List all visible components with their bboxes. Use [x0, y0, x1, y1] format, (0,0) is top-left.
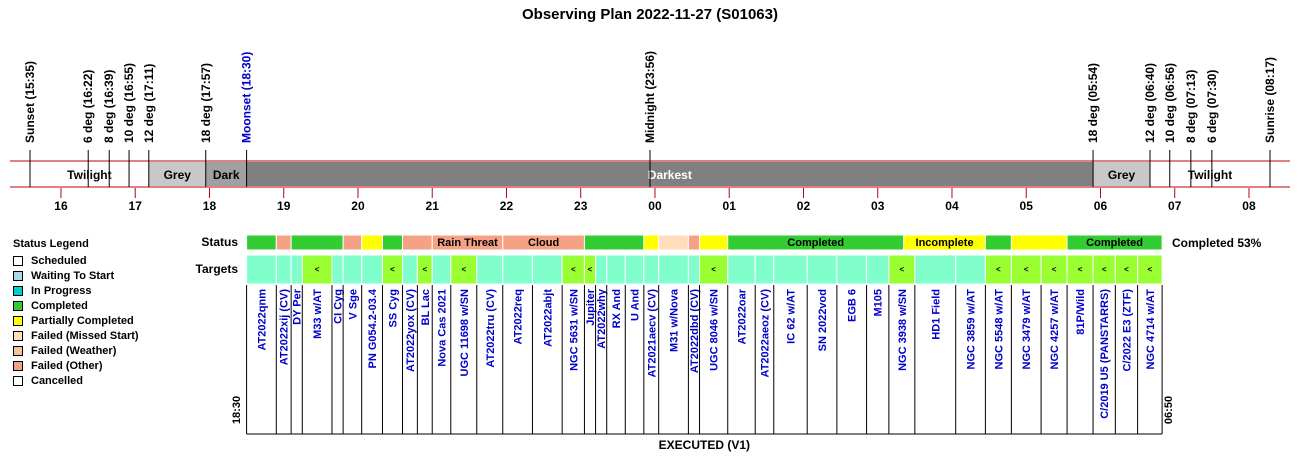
target-name: UGC 8046 w/SN [708, 289, 721, 371]
period-label: Grey [163, 168, 191, 182]
target-name: IC 62 w/AT [785, 289, 798, 344]
status-segment [291, 235, 343, 250]
target-block [837, 255, 867, 284]
period-label: Twilight [67, 168, 112, 182]
target-name: M31 w/Nova [668, 289, 681, 352]
target-name: AT2022dbd (CV) [688, 289, 701, 374]
target-block [688, 255, 699, 284]
legend-swatch [13, 376, 23, 386]
target-block [867, 255, 889, 284]
status-segment [1011, 235, 1067, 250]
target-name: PN G054.2-03.4 [367, 289, 380, 369]
target-name: NGC 3859 w/AT [965, 289, 978, 370]
event-label: Sunrise (08:17) [1263, 56, 1277, 143]
target-name: NGC 3938 w/SN [896, 289, 909, 371]
status-segment [382, 235, 402, 250]
event-label: 18 deg (05:54) [1086, 62, 1101, 143]
legend-label: Completed [31, 299, 88, 312]
legend-item [13, 313, 139, 328]
target-name: HD1 Field [930, 289, 943, 340]
status-segment [985, 235, 1011, 250]
legend-label: Partially Completed [31, 314, 134, 327]
target-done-marker: < [899, 265, 905, 274]
event-label: 12 deg (17:11) [141, 63, 156, 143]
end-time: 06:50 [1163, 395, 1176, 425]
target-name: Jupiter [585, 289, 598, 326]
target-done-marker: < [422, 265, 428, 274]
target-name: NGC 4714 w/AT [1144, 289, 1157, 370]
legend-label: In Progress [31, 284, 92, 297]
legend-swatch [13, 316, 23, 326]
target-name: AT2022tru (CV) [484, 289, 497, 368]
target-name: NGC 5548 w/AT [993, 289, 1006, 370]
target-block [774, 255, 807, 284]
targets-row-label: Targets [195, 262, 238, 276]
target-name: EGB 6 [846, 289, 859, 323]
target-name: NGC 5631 w/SN [568, 289, 581, 371]
status-segment-label: Completed [787, 237, 845, 249]
target-name: 81P/Wild [1075, 289, 1088, 335]
target-done-marker: < [570, 265, 576, 274]
event-label: Midnight (23:56) [643, 51, 657, 143]
target-name: AT2022oar [736, 289, 749, 345]
legend-item [13, 298, 139, 313]
hour-tick-label: 18 [202, 199, 217, 213]
period-label: Dark [212, 168, 240, 182]
target-name: NGC 4257 w/AT [1049, 289, 1062, 370]
target-block [807, 255, 837, 284]
target-name: M33 w/AT [312, 289, 325, 339]
legend-label: Failed (Missed Start) [31, 329, 139, 342]
target-name: C/2019 U5 (PANSTARRS) [1099, 289, 1112, 419]
target-done-marker: < [996, 265, 1001, 274]
event-label: 8 deg (16:39) [102, 69, 117, 143]
start-time: 18:30 [231, 395, 243, 425]
legend-swatch [13, 346, 23, 356]
legend-item [13, 268, 139, 283]
status-segment [403, 235, 433, 250]
target-block [247, 255, 277, 284]
legend-label: Cancelled [31, 374, 83, 387]
status-segment-label: Cloud [528, 237, 560, 249]
target-name: AT2022why [596, 289, 609, 349]
hour-tick-label: 22 [499, 199, 514, 213]
hour-tick-label: 16 [54, 199, 68, 213]
target-block [728, 255, 755, 284]
hour-tick-label: 05 [1019, 199, 1033, 213]
legend-item [13, 283, 139, 298]
status-segment [343, 235, 362, 250]
target-block [532, 255, 562, 284]
legend-item [13, 373, 139, 388]
hour-tick-label: 21 [425, 199, 439, 213]
status-segment [276, 235, 291, 250]
status-segment [247, 235, 277, 250]
target-name: M105 [872, 289, 885, 317]
status-legend [13, 238, 139, 388]
target-done-marker: < [1077, 265, 1083, 274]
target-name: AT2022xij (CV) [278, 289, 291, 366]
legend-label: Waiting To Start [31, 269, 115, 282]
target-block [403, 255, 418, 284]
target-name: AT2022qnm [256, 289, 269, 351]
target-block [755, 255, 774, 284]
target-name: C/2022 E3 (ZTF) [1121, 289, 1134, 372]
event-label: 18 deg (17:57) [198, 62, 213, 143]
status-segment-label: Completed [1086, 237, 1144, 249]
legend-label: Failed (Other) [31, 359, 103, 372]
target-block [596, 255, 607, 284]
event-label: Moonset (18:30) [239, 51, 254, 143]
target-name: NGC 3479 w/AT [1021, 289, 1034, 370]
target-block [659, 255, 689, 284]
legend-item [13, 328, 139, 343]
hour-tick-label: 23 [574, 199, 588, 213]
target-block [343, 255, 362, 284]
target-done-marker: < [1124, 265, 1129, 274]
status-segment-label: Rain Threat [437, 237, 498, 249]
period-label: Grey [1107, 168, 1136, 182]
target-block [625, 255, 644, 284]
target-name: V Sge [347, 289, 360, 320]
legend-swatch [13, 271, 23, 281]
hour-tick-label: 08 [1242, 199, 1256, 213]
legend-label: Failed (Weather) [31, 344, 117, 357]
status-segment [659, 235, 689, 250]
legend-label: Scheduled [31, 254, 87, 267]
legend-swatch [13, 301, 23, 311]
status-segment [688, 235, 699, 250]
legend-swatch [13, 361, 23, 371]
target-done-marker: < [587, 265, 593, 274]
target-block [276, 255, 291, 284]
target-name: U And [629, 289, 642, 321]
target-done-marker: < [1101, 265, 1107, 274]
hour-tick-label: 01 [722, 199, 736, 213]
legend-item [13, 358, 139, 373]
legend-swatch [13, 331, 23, 341]
target-done-marker: < [1051, 265, 1057, 274]
chart-title: Observing Plan 2022-11-27 (S01063) [522, 6, 778, 23]
hour-tick-label: 17 [128, 199, 142, 213]
hour-tick-label: 04 [945, 199, 959, 213]
target-block [915, 255, 956, 284]
target-name: AT2021aecv (CV) [646, 289, 659, 378]
event-label: 6 deg (16:22) [81, 69, 96, 143]
target-name: SS Cyg [387, 289, 400, 328]
target-name: AT2022req [512, 289, 525, 345]
hour-tick-label: 20 [351, 199, 365, 213]
event-label: 10 deg (06:56) [1162, 62, 1177, 143]
target-name: Nova Cas 2021 [436, 289, 449, 367]
hour-tick-label: 07 [1168, 199, 1182, 213]
target-done-marker: < [390, 265, 395, 274]
status-segment [644, 235, 659, 250]
target-block [477, 255, 503, 284]
target-block [607, 255, 626, 284]
completion-summary: Completed 53% [1172, 236, 1262, 250]
period-label: Darkest [647, 168, 692, 182]
target-done-marker: < [711, 265, 716, 274]
legend-swatch [13, 256, 23, 266]
target-block [291, 255, 302, 284]
target-done-marker: < [461, 265, 467, 274]
event-label: 8 deg (07:13) [1183, 69, 1198, 143]
legend-item [13, 253, 139, 268]
target-block [332, 255, 343, 284]
legend-item [13, 343, 139, 358]
status-segment-label: Incomplete [915, 237, 974, 249]
target-name: RX And [610, 289, 623, 329]
status-segment [700, 235, 728, 250]
hour-tick-label: 00 [648, 199, 662, 213]
target-name: UGC 11698 w/SN [458, 289, 471, 377]
status-row-label: Status [201, 235, 238, 249]
target-name: AT2022abjt [542, 289, 555, 347]
hour-tick-label: 02 [796, 199, 811, 213]
legend-swatch [13, 286, 23, 296]
target-done-marker: < [314, 265, 320, 274]
target-block [362, 255, 383, 284]
target-block [956, 255, 986, 284]
target-name: SN 2022vod [817, 289, 830, 352]
target-done-marker: < [1147, 265, 1153, 274]
target-name: AT2022yox (CV) [404, 289, 417, 372]
target-done-marker: < [1023, 265, 1029, 274]
hour-tick-label: 06 [1093, 199, 1108, 213]
hour-tick-label: 19 [277, 199, 291, 213]
event-label: Sunset (15:35) [23, 60, 37, 143]
target-name: CI Cyg [332, 289, 345, 324]
status-segment [584, 235, 643, 250]
target-name: DY Per [291, 289, 304, 325]
target-name: AT2022aeoz (CV) [759, 289, 772, 378]
event-label: 6 deg (07:30) [1204, 69, 1219, 143]
target-block [644, 255, 659, 284]
event-label: 10 deg (16:55) [122, 62, 137, 143]
hour-tick-label: 03 [871, 199, 885, 213]
executed-label: EXECUTED (V1) [658, 438, 751, 452]
target-block [432, 255, 451, 284]
legend-title: Status Legend [13, 238, 89, 250]
event-label: 12 deg (06:40) [1143, 62, 1158, 143]
status-segment [362, 235, 383, 250]
target-name: BL Lac [419, 289, 432, 326]
target-block [503, 255, 533, 284]
period-label: Twilight [1187, 168, 1233, 182]
